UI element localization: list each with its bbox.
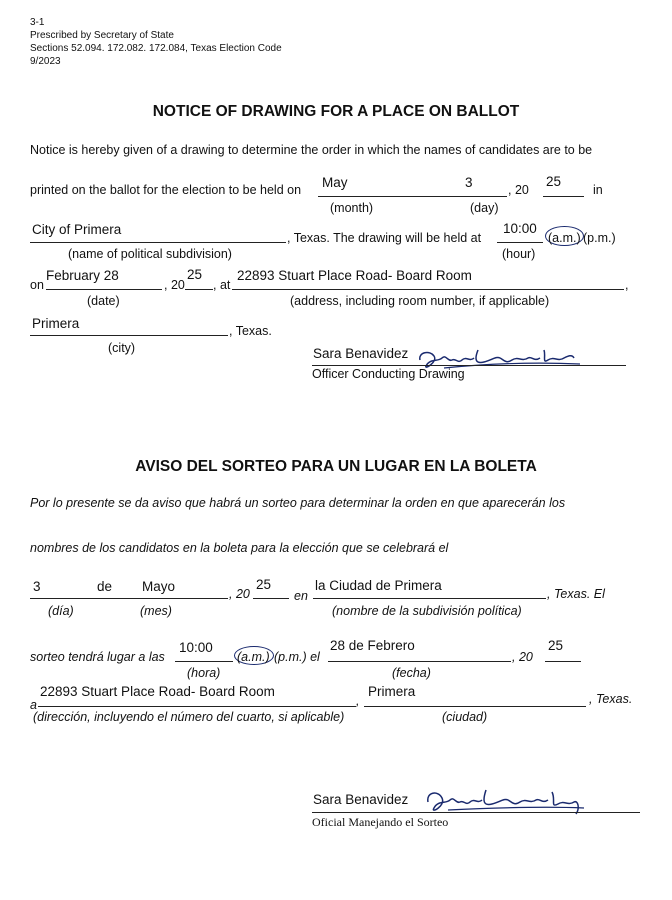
am-option: (a.m.) bbox=[548, 231, 581, 245]
subdivision-label: (name of political subdivision) bbox=[68, 247, 232, 261]
address-line bbox=[232, 289, 624, 290]
on-text: on bbox=[30, 278, 44, 292]
in-text: in bbox=[593, 183, 603, 197]
spanish-month-value: Mayo bbox=[142, 579, 176, 594]
spanish-city-label: (ciudad) bbox=[442, 710, 488, 724]
at-text: , at bbox=[213, 278, 231, 292]
spanish-hour-value: 10:00 bbox=[179, 640, 213, 655]
en-text: en bbox=[294, 589, 308, 603]
spanish-am-option: (a.m.) bbox=[237, 650, 270, 664]
address-value: 22893 Stuart Place Road- Board Room bbox=[237, 268, 472, 283]
election-date-line bbox=[318, 196, 507, 197]
spanish-subdivision-label: (nombre de la subdivisión política) bbox=[332, 604, 522, 618]
drawing-year-value: 25 bbox=[187, 267, 203, 282]
spanish-date-line bbox=[30, 598, 228, 599]
spanish-address-comma: , bbox=[356, 694, 360, 708]
spanish-day-value: 3 bbox=[33, 579, 41, 594]
spanish-subdivision-value: la Ciudad de Primera bbox=[315, 578, 442, 593]
drawing-date-line bbox=[46, 289, 162, 290]
spanish-hour-line bbox=[175, 661, 233, 662]
de-text: de bbox=[97, 579, 113, 594]
spanish-address-line bbox=[38, 706, 356, 707]
election-month-value: May bbox=[322, 175, 348, 190]
dia-label: (día) bbox=[48, 604, 74, 618]
drawing-year-line bbox=[185, 289, 213, 290]
date-label: (date) bbox=[87, 294, 120, 308]
mes-label: (mes) bbox=[140, 604, 172, 618]
spanish-officer-line bbox=[312, 812, 640, 813]
officer-line bbox=[312, 365, 626, 366]
pm-el-text: (p.m.) el bbox=[274, 650, 320, 664]
spanish-year2-prefix: , 20 bbox=[512, 650, 533, 664]
spanish-drawing-date-value: 28 de Febrero bbox=[330, 638, 415, 653]
hour-value: 10:00 bbox=[503, 221, 537, 236]
spanish-officer-label: Oficial Manejando el Sorteo bbox=[312, 815, 449, 829]
sorteo-text: sorteo tendrá lugar a las bbox=[30, 650, 165, 664]
election-year-value: 25 bbox=[546, 174, 562, 189]
officer-label: Officer Conducting Drawing bbox=[312, 367, 465, 381]
spanish-address-value: 22893 Stuart Place Road- Board Room bbox=[40, 684, 275, 699]
election-day-value: 3 bbox=[465, 175, 473, 190]
texas-el-text: , Texas. El bbox=[547, 587, 605, 601]
officer-name: Sara Benavidez bbox=[313, 346, 409, 361]
code-sections: Sections 52.094. 172.082. 172.084, Texas Election Code bbox=[30, 43, 282, 54]
spanish-address-label: (dirección, incluyendo el número del cuarto, si aplicable) bbox=[33, 710, 345, 724]
spanish-drawing-date-line bbox=[328, 661, 511, 662]
spanish-year2-value: 25 bbox=[548, 638, 564, 653]
fecha-label: (fecha) bbox=[392, 666, 431, 680]
address-comma: , bbox=[625, 278, 629, 292]
spanish-year-value: 25 bbox=[256, 577, 272, 592]
spanish-city-value: Primera bbox=[368, 684, 416, 699]
a-text: a bbox=[30, 698, 37, 712]
spanish-title: AVISO DEL SORTEO PARA UN LUGAR EN LA BOLETA bbox=[135, 458, 537, 475]
subdivision-value: City of Primera bbox=[32, 222, 122, 237]
spanish-subdivision-line bbox=[313, 598, 546, 599]
subdivision-line bbox=[30, 242, 286, 243]
spanish-year2-line bbox=[545, 661, 581, 662]
hour-label: (hour) bbox=[502, 247, 536, 261]
drawing-year-prefix: , 20 bbox=[164, 278, 185, 292]
spanish-intro-2: nombres de los candidatos en la boleta para la elección que se celebrará el bbox=[30, 541, 449, 555]
city-label: (city) bbox=[108, 341, 136, 355]
month-label: (month) bbox=[330, 201, 374, 215]
spanish-intro-1: Por lo presente se da aviso que habrá un sorteo para determinar la orden en que aparecerán los bbox=[30, 496, 566, 510]
spanish-year-line bbox=[253, 598, 289, 599]
spanish-year-prefix: , 20 bbox=[229, 587, 250, 601]
spanish-texas-text: , Texas. bbox=[589, 692, 633, 706]
english-intro: Notice is hereby given of a drawing to determine the order in which the names of candidates are to be bbox=[30, 143, 593, 157]
texas-drawing-text: , Texas. The drawing will be held at bbox=[287, 231, 482, 245]
english-title: NOTICE OF DRAWING FOR A PLACE ON BALLOT bbox=[152, 103, 520, 120]
hora-label: (hora) bbox=[187, 666, 221, 680]
spanish-city-line bbox=[364, 706, 586, 707]
spanish-officer-name: Sara Benavidez bbox=[313, 792, 409, 807]
city-value: Primera bbox=[32, 316, 80, 331]
day-label: (day) bbox=[470, 201, 499, 215]
drawing-date-value: February 28 bbox=[46, 268, 119, 283]
city-line bbox=[30, 335, 228, 336]
pm-option: (p.m.) bbox=[583, 231, 616, 245]
prescribed-by: Prescribed by Secretary of State bbox=[30, 30, 174, 41]
form-date: 9/2023 bbox=[30, 56, 61, 67]
english-line2-text: printed on the ballot for the election to be held on bbox=[30, 183, 302, 197]
address-label: (address, including room number, if applicable) bbox=[290, 294, 550, 308]
election-year-line bbox=[543, 196, 584, 197]
form-number: 3-1 bbox=[30, 17, 45, 28]
texas-text: , Texas. bbox=[229, 324, 272, 338]
hour-line bbox=[497, 242, 543, 243]
election-year-prefix: , 20 bbox=[508, 183, 529, 197]
